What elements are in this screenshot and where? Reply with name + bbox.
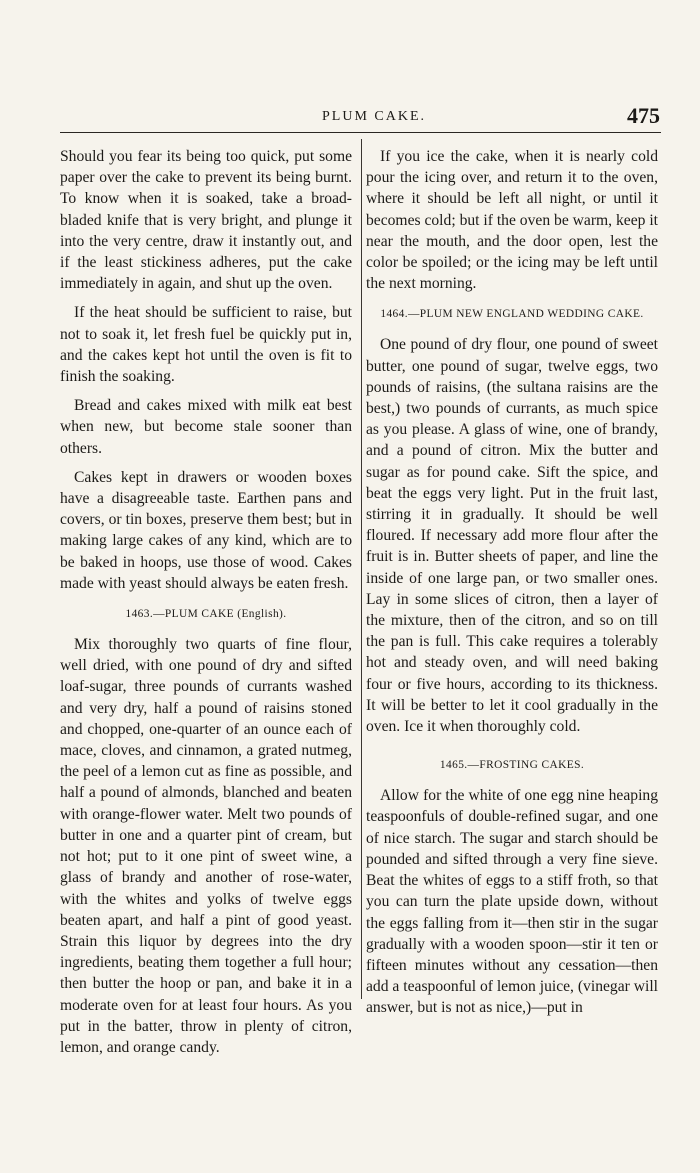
right-column xyxy=(366,146,658,1027)
running-header xyxy=(60,103,660,131)
recipe-heading-1464: 1464.—PLUM NEW ENGLAND WEDDING CAKE. xyxy=(380,308,644,321)
paragraph-milk-cakes: Bread and cakes mixed with milk eat best when new, but become stale sooner than others. xyxy=(60,397,352,457)
page-number: 475 xyxy=(627,103,660,128)
paragraph-heat: If the heat should be sufficient to raise, but not to soak it, let fresh fuel be quickly put in, and the cakes kept hot until the oven is fit to finish the soaking. xyxy=(60,304,352,386)
recipe-heading-1463: 1463.—PLUM CAKE (English). xyxy=(125,608,287,621)
paragraph-wedding-cake: One pound of dry flour, one pound of sweet butter, one pound of sugar, twelve eggs, two pounds of raisins, (the sultana raisins are the best,) two pounds of currants, as much spice as you please. A glass of wine, one of brandy, and a pound of citron. Mix the butter and sugar as for pound cake. Sift the spice, and beat the eggs very light. Put in the fruit last, stirring it in gradually. It should be well floured. If necessary add more flour after the fruit is in. Butter sheets of paper, and line the inside of one large pan, or two smaller ones. Lay in some slices of citron, then a layer of the mixture, then of the citron, and so on till the pan is full. This cake requires a tolerably hot and steady oven, and will need baking four or five hours, according to its thickness. It will be better to let it cool gradually in the oven. Ice it when thoroughly cold. xyxy=(366,336,658,736)
recipe-heading-1465: 1465.—FROSTING CAKES. xyxy=(439,759,585,772)
paragraph-storage: Cakes kept in drawers or wooden boxes have a disagreeable taste. Earthen pans and covers, or tin boxes, preserve them best; but in making large cakes of any kind, which are to be baked in hoops, use those of wood. Cakes made with yeast should always be eaten fresh. xyxy=(60,468,352,592)
paragraph-oven-test: Should you fear its being too quick, put some paper over the cake to prevent its being burnt. To know when it is soaked, take a broad-bladed knife that is very bright, and plunge it into the very centre, draw it instantly out, and if the least stickiness adheres, put the cake immediately in again, and shut up the oven. xyxy=(60,148,352,293)
paragraph-plum-cake-english: Mix thoroughly two quarts of fine flour, well dried, with one pound of dry and sifted loaf-sugar, three pounds of currants washed and very dry, half a pound of raisins stoned and chopped, one-quarter of an ounce each of mace, cloves, and cinnamon, a grated nutmeg, the peel of a lemon cut as fine as possible, and half a pound of almonds, blanched and beaten with orange-flower water. Melt two pounds of butter in one and a quarter pint of cream, but not hot; put to it one pint of sweet wine, a glass of brandy and another of rose-water, with the whites and yolks of twelve eggs beaten apart, and half a pint of good yeast. Strain this liquor by degrees into the dry ingredients, beating them together a full hour; then butter the hoop or pan, and bake it in a moderate oven for at least four hours. As you put in the batter, throw in plenty of citron, lemon, and orange candy. xyxy=(60,636,352,1056)
column-divider xyxy=(361,139,362,999)
paragraph-frosting: Allow for the white of one egg nine heaping teaspoonfuls of double-refined sugar, and one of nice starch. The sugar and starch should be pounded and sifted through a very fine sieve. Beat the whites of eggs to a stiff froth, so that you can turn the plate upside down, without the eggs falling from it—then stir in the sugar gradually with a wooden spoon—stir it ten or fifteen minutes without any cessation—then add a teaspoonful of lemon juice, (vinegar will answer, but is not as nice,)—put in xyxy=(366,787,658,1017)
left-column xyxy=(60,146,352,1066)
running-title: PLUM CAKE. xyxy=(322,109,427,124)
header-rule xyxy=(60,132,661,133)
paragraph-icing: If you ice the cake, when it is nearly cold pour the icing over, and return it to the oven, where it should be left all night, or until it becomes cold; but if the oven be warm, keep it near the mouth, and the door open, lest the color be spoiled; or the icing may be left until the next morning. xyxy=(366,148,658,293)
